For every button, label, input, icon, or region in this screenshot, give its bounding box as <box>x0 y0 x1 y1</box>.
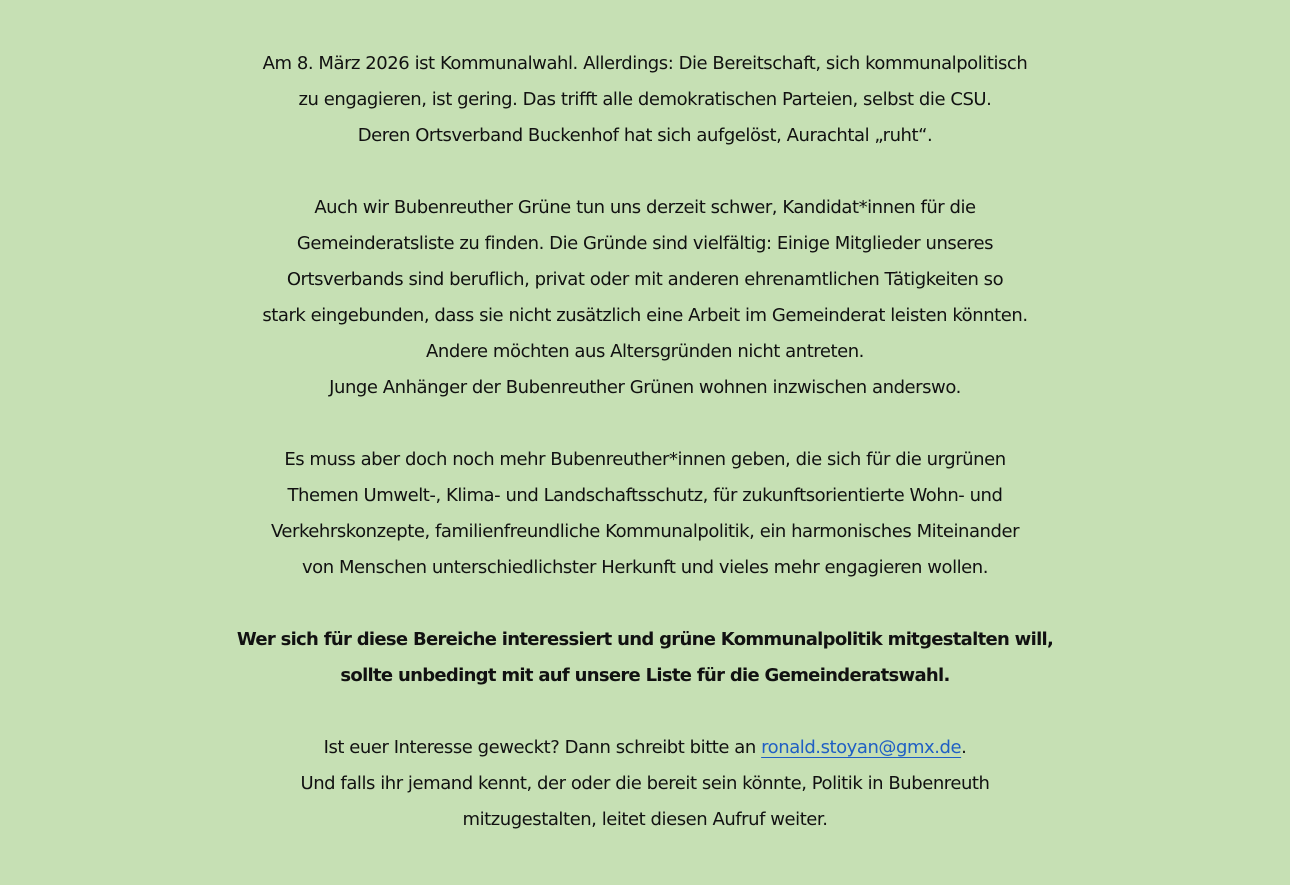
topics-line-4: von Menschen unterschiedlichster Herkunft und vieles mehr engagieren wollen. <box>301 557 989 578</box>
contact-paragraph <box>0 730 1290 838</box>
situation-line-1: Auch wir Bubenreuther Grüne tun uns derzeit schwer, Kandidat*innen für die <box>314 197 976 218</box>
contact-line-1 <box>0 730 1290 766</box>
topics-line-3: Verkehrskonzepte, familienfreundliche Kommunalpolitik, ein harmonisches Miteinander <box>270 521 1020 542</box>
contact-suffix: . <box>961 737 967 758</box>
topics-line-1: Es muss aber doch noch mehr Bubenreuther*innen geben, die sich für die urgrünen <box>284 449 1006 470</box>
intro-paragraph <box>0 46 1290 154</box>
topics-paragraph <box>0 442 1290 586</box>
email-link[interactable]: ronald.stoyan@gmx.de <box>761 737 962 758</box>
situation-line-4: stark eingebunden, dass sie nicht zusätzlich eine Arbeit im Gemeinderat leisten könnten. <box>262 305 1028 326</box>
contact-line-3: mitzugestalten, leitet diesen Aufruf weiter. <box>462 809 828 830</box>
contact-prefix: Ist euer Interesse geweckt? Dann schreibt bitte an <box>323 737 762 758</box>
contact-line-2: Und falls ihr jemand kennt, der oder die bereit sein könnte, Politik in Bubenreuth <box>300 773 990 794</box>
intro-line-3: Deren Ortsverband Buckenhof hat sich aufgelöst, Aurachtal „ruht“. <box>357 125 933 146</box>
call-to-action-paragraph <box>0 622 1290 694</box>
topics-line-2: Themen Umwelt-, Klima- und Landschaftsschutz, für zukunftsorientierte Wohn- und <box>287 485 1003 506</box>
situation-line-5: Andere möchten aus Altersgründen nicht antreten. <box>426 341 864 362</box>
situation-line-2: Gemeinderatsliste zu finden. Die Gründe sind vielfältig: Einige Mitglieder unseres <box>296 233 994 254</box>
situation-line-3: Ortsverbands sind beruflich, privat oder mit anderen ehrenamtlichen Tätigkeiten so <box>286 269 1004 290</box>
situation-paragraph <box>0 190 1290 406</box>
call-to-action-line-1: Wer sich für diese Bereiche interessiert und grüne Kommunalpolitik mitgestalten will, <box>236 629 1054 650</box>
situation-line-6: Junge Anhänger der Bubenreuther Grünen wohnen inzwischen anderswo. <box>329 377 961 398</box>
intro-line-2: zu engagieren, ist gering. Das trifft alle demokratischen Parteien, selbst die CSU. <box>298 89 992 110</box>
intro-line-1: Am 8. März 2026 ist Kommunalwahl. Allerdings: Die Bereitschaft, sich kommunalpolitisch <box>262 53 1028 74</box>
call-to-action-line-2: sollte unbedingt mit auf unsere Liste für die Gemeinderatswahl. <box>340 665 950 686</box>
